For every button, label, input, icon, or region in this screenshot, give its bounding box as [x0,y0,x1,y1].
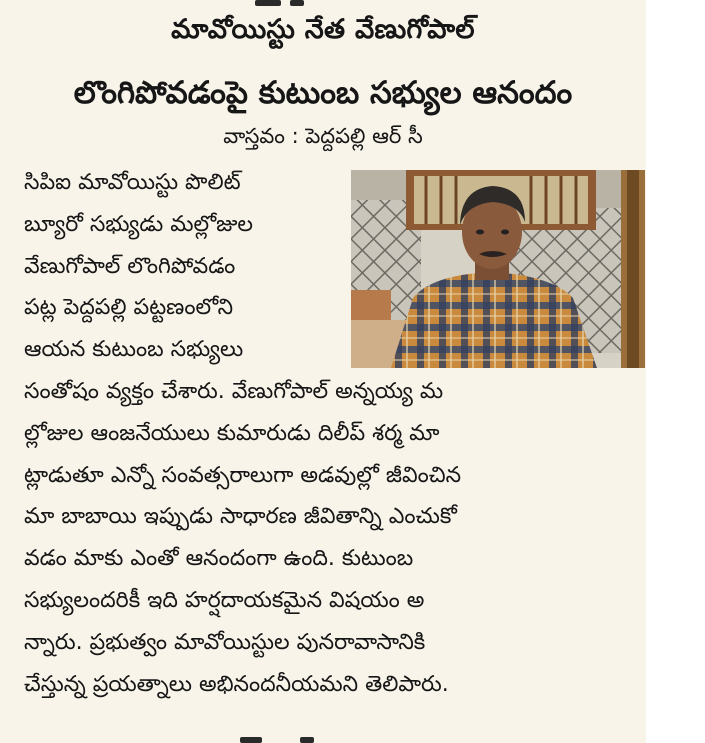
body-line: సభ్యులందరికీ ఇది హర్షదాయకమైన విషయం అ [24,587,425,613]
body-line: బ్యూరో సభ్యుడు మల్లోజుల [24,211,254,237]
cut-off-text-top [0,0,646,8]
headline-line-1: మావోయిస్టు నేత వేణుగోపాల్ [171,14,475,45]
body-line: చేస్తున్న ప్రయత్నాలు అభినందనీయమని తెలిపారు. [24,671,449,697]
body-line: న్నారు. ప్రభుత్వం మావోయిస్టుల పునరావాసానికి [24,629,426,655]
body-line: సంతోషం వ్యక్తం చేశారు. వేణుగోపాల్ అన్నయ్య మ [24,378,444,404]
photo-illustration [351,170,645,368]
article-photo [351,170,645,368]
headline-line-2: లొంగిపోవడంపై కుటుంబ సభ్యుల ఆనందం [73,75,573,111]
body-line: వడం మాకు ఎంతో ఆనందంగా ఉంది. కుటుంబ [24,546,414,572]
body-line: ఆయన కుటుంబ సభ్యులు [24,337,244,363]
body-line: వేణుగోపాల్ లొంగిపోవడం [24,253,236,279]
body-line: సిపిఐ మావోయిస్టు పొలిట్ [24,170,241,195]
byline: వాస్తవం : పెద్దపల్లి ఆర్ సీ [223,124,423,148]
body-line: మా బాబాయి ఇప్పుడు సాధారణ జీవితాన్ని ఎంచుకో [24,504,457,530]
cut-off-text-bottom [0,735,646,743]
body-line: పట్ల పెద్దపల్లి పట్టణంలోని [24,295,234,321]
body-line: ల్లోజుల ఆంజనేయులు కుమారుడు దిలీప్ శర్మ మా [24,420,440,446]
body-line: ట్లాడుతూ ఎన్నో సంవత్సరాలుగా అడవుల్లో జీవించిన [24,462,462,488]
